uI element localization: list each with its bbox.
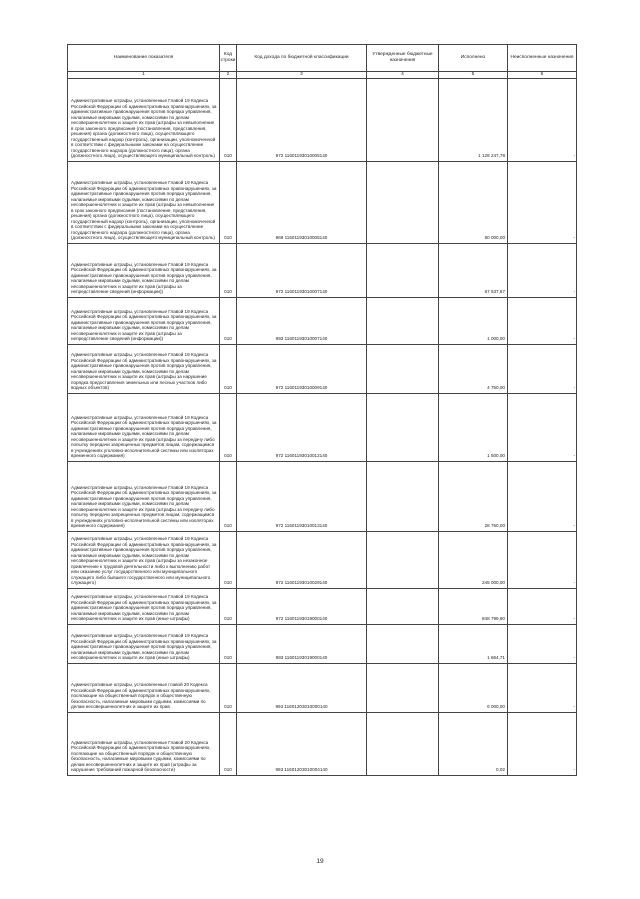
approved-amount-cell	[367, 79, 439, 162]
line-code-cell: 010	[220, 664, 237, 713]
column-numbers-row	[68, 72, 577, 79]
unexecuted-amount-cell: -	[508, 345, 577, 394]
budget-classification-code-cell: 972 11601193010009140	[237, 345, 367, 394]
line-code-cell: 010	[220, 713, 237, 776]
line-code-cell: 010	[220, 345, 237, 394]
approved-amount-cell	[367, 162, 439, 244]
approved-amount-cell	[367, 532, 439, 589]
table-row	[68, 713, 577, 776]
line-code-cell: 010	[220, 532, 237, 589]
unexecuted-amount-cell: -	[508, 244, 577, 298]
unexecuted-amount-cell: -	[508, 394, 577, 462]
executed-amount-cell: 1 000,00	[439, 298, 508, 345]
approved-amount-cell	[367, 345, 439, 394]
header-indicator-name: Наименование показателя	[68, 45, 220, 72]
unexecuted-amount-cell: -	[508, 162, 577, 244]
indicator-name-cell: Административные штрафы, установленные Главой 19 Кодекса Российской Федерации об административных правонарушениях, за административные правонарушения против порядка управления, налагаемые мировыми судьями, комиссиями по делам несовершеннолетних и защите их прав (штрафы за невыполнение в срок законного предписания (постановления, представления, решения) органа (должностного лица), осуществляющего государственный надзор (контроль), организации, уполномоченной в соответствии с федеральными законами на осуществление государственного надзора (должностного лица), органа (должностного лица), осуществляющего муниципальный контроль)	[68, 162, 220, 244]
indicator-name-cell: Административные штрафы, установленные Главой 20 Кодекса Российской Федерации об административных правонарушениях, посягающие на общественный порядок и общественную безопасность, налагаемые мировыми судьями, комиссиями по делам несовершеннолетних и защите их прав (штрафы за нарушение требований пожарной безопасности)	[68, 713, 220, 776]
table-row	[68, 394, 577, 462]
unexecuted-amount-cell: -	[508, 462, 577, 532]
page-number: 19	[316, 858, 324, 865]
line-code-cell: 010	[220, 394, 237, 462]
header-executed: Исполнено	[439, 45, 508, 72]
executed-amount-cell: 28 750,00	[439, 462, 508, 532]
executed-amount-cell: 245 000,00	[439, 532, 508, 589]
indicator-name-cell: Административные штрафы, установленные Главой 19 Кодекса Российской Федерации об административных правонарушениях, за административные правонарушения против порядка управления, налагаемые мировыми судьями, комиссиями по делам несовершеннолетних и защите их прав (штрафы за передачу либо попытку передачи запрещенных предметов лицам, содержащимся в учреждениях уголовно-исполнительной системы или изоляторах временного содержания)	[68, 462, 220, 532]
header-approved-appropriations: Утвержденные бюджетные назначения	[367, 45, 439, 72]
budget-classification-code-cell: 972 11601193019000140	[237, 589, 367, 625]
unexecuted-amount-cell: -	[508, 664, 577, 713]
indicator-name-cell: Административные штрафы, установленные Главой 19 Кодекса Российской Федерации об административных правонарушениях, за административные правонарушения против порядка управления, налагаемые мировыми судьями, комиссиями по делам несовершеннолетних и защите их прав (штрафы за нарушение порядка предоставления земельных или лесных участков либо водных объектов)	[68, 345, 220, 394]
unexecuted-amount-cell: -	[508, 713, 577, 776]
unexecuted-amount-cell: -	[508, 79, 577, 162]
executed-amount-cell: 0,02	[439, 713, 508, 776]
column-number: 1	[68, 72, 220, 79]
budget-classification-code-cell: 993 11601193019000140	[237, 625, 367, 664]
indicator-name-cell: Административные штрафы, установленные Главой 19 Кодекса Российской Федерации об административных правонарушениях, за административные правонарушения против порядка управления, налагаемые мировыми судьями, комиссиями по делам несовершеннолетних и защите их прав (штрафы за непредставление сведений (информации))	[68, 244, 220, 298]
approved-amount-cell	[367, 394, 439, 462]
approved-amount-cell	[367, 244, 439, 298]
indicator-name-cell: Административные штрафы, установленные Главой 19 Кодекса Российской Федерации об административных правонарушениях, за административные правонарушения против порядка управления, налагаемые мировыми судьями, комиссиями по делам несовершеннолетних и защите их прав (штрафы за невыполнение в срок законного предписания (постановления, представления, решения) органа (должностного лица), осуществляющего государственный надзор (контроль), организации, уполномоченной в соответствии с федеральными законами на осуществление государственного надзора (должностного лица), органа (должностного лица), осуществляющего муниципальный контроль)	[68, 79, 220, 162]
indicator-name-cell: Административные штрафы, установленные Главой 19 Кодекса Российской Федерации об административных правонарушениях, за административные правонарушения против порядка управления, налагаемые мировыми судьями, комиссиями по делам несовершеннолетних и защите их прав (штрафы за незаконное привлечение к трудовой деятельности либо к выполнению работ или оказанию услуг государственного или муниципального служащего либо бывшего государственного или муниципального служащего)	[68, 532, 220, 589]
approved-amount-cell	[367, 625, 439, 664]
approved-amount-cell	[367, 713, 439, 776]
indicator-name-cell: Административные штрафы, установленные Главой 19 Кодекса Российской Федерации об административных правонарушениях, за административные правонарушения против порядка управления, налагаемые мировыми судьями, комиссиями по делам несовершеннолетних и защите их прав (штрафы за непредставление сведений (информации))	[68, 298, 220, 345]
budget-classification-code-cell: 969 11601193010005140	[237, 162, 367, 244]
approved-amount-cell	[367, 589, 439, 625]
indicator-name-cell: Административные штрафы, установленные Главой 19 Кодекса Российской Федерации об административных правонарушениях, за административные правонарушения против порядка управления, налагаемые мировыми судьями, комиссиями по делам несовершеннолетних и защите их прав (иные штрафы)	[68, 625, 220, 664]
table-row	[68, 244, 577, 298]
line-code-cell: 010	[220, 162, 237, 244]
approved-amount-cell	[367, 664, 439, 713]
executed-amount-cell: 67 537,67	[439, 244, 508, 298]
table-row	[68, 532, 577, 589]
indicator-name-cell: Административные штрафы, установленные главой 20 Кодекса Российской Федерации об административных правонарушениях, посягающие на общественный порядок и общественную безопасность, налагаемые мировыми судьями, комиссиями по делам несовершеннолетних и защите их прав	[68, 664, 220, 713]
column-number: 6	[508, 72, 577, 79]
report-sheet	[67, 44, 576, 776]
table-row	[68, 298, 577, 345]
unexecuted-amount-cell: -	[508, 589, 577, 625]
header-budget-classification-code: Код дохода по бюджетной классификации	[237, 45, 367, 72]
line-code-cell: 010	[220, 79, 237, 162]
indicator-name-cell: Административные штрафы, установленные Главой 19 Кодекса Российской Федерации об административных правонарушениях, за административные правонарушения против порядка управления, налагаемые мировыми судьями, комиссиями по делам несовершеннолетних и защите их прав (иные штрафы)	[68, 589, 220, 625]
budget-classification-code-cell: 972 11601193010005140	[237, 79, 367, 162]
executed-amount-cell: 1 664,71	[439, 625, 508, 664]
unexecuted-amount-cell: -	[508, 298, 577, 345]
budget-classification-code-cell: 993 11601203010004140	[237, 713, 367, 776]
line-code-cell: 010	[220, 298, 237, 345]
column-number: 5	[439, 72, 508, 79]
budget-classification-code-cell: 993 11601193010007140	[237, 298, 367, 345]
budget-classification-code-cell: 993 11601203010000140	[237, 664, 367, 713]
table-row	[68, 589, 577, 625]
budget-classification-code-cell: 972 11601193010007140	[237, 244, 367, 298]
budget-classification-code-cell: 972 11601193010013140	[237, 462, 367, 532]
executed-amount-cell: 848 799,60	[439, 589, 508, 625]
executed-amount-cell: 4 750,00	[439, 345, 508, 394]
table-row	[68, 625, 577, 664]
table-row	[68, 462, 577, 532]
line-code-cell: 010	[220, 589, 237, 625]
indicator-name-cell: Административные штрафы, установленные Главой 19 Кодекса Российской Федерации об административных правонарушениях, за административные правонарушения против порядка управления, налагаемые мировыми судьями, комиссиями по делам несовершеннолетних и защите их прав (штрафы за передачу либо попытку передачи запрещенных предметов лицам, содержащимся в учреждениях уголовно-исполнительной системы или изоляторах временного содержания)	[68, 394, 220, 462]
column-number: 2	[220, 72, 237, 79]
table-row	[68, 345, 577, 394]
budget-classification-code-cell: 972 11601193010029140	[237, 532, 367, 589]
unexecuted-amount-cell: -	[508, 625, 577, 664]
budget-classification-code-cell: 972 11601193010012140	[237, 394, 367, 462]
line-code-cell: 010	[220, 244, 237, 298]
approved-amount-cell	[367, 298, 439, 345]
executed-amount-cell: 1 500,00	[439, 394, 508, 462]
executed-amount-cell: 60 000,00	[439, 162, 508, 244]
budget-execution-table	[67, 44, 577, 776]
unexecuted-amount-cell: -	[508, 532, 577, 589]
table-row	[68, 79, 577, 162]
column-number: 4	[367, 72, 439, 79]
table-row	[68, 162, 577, 244]
line-code-cell: 010	[220, 462, 237, 532]
table-header-row	[68, 45, 577, 72]
line-code-cell: 010	[220, 625, 237, 664]
header-line-code: Код строки	[220, 45, 237, 72]
table-row	[68, 664, 577, 713]
executed-amount-cell: 1 128 247,78	[439, 79, 508, 162]
column-number: 3	[237, 72, 367, 79]
executed-amount-cell: 6 000,00	[439, 664, 508, 713]
header-unexecuted-appropriations: Неисполненные назначения	[508, 45, 577, 72]
approved-amount-cell	[367, 462, 439, 532]
